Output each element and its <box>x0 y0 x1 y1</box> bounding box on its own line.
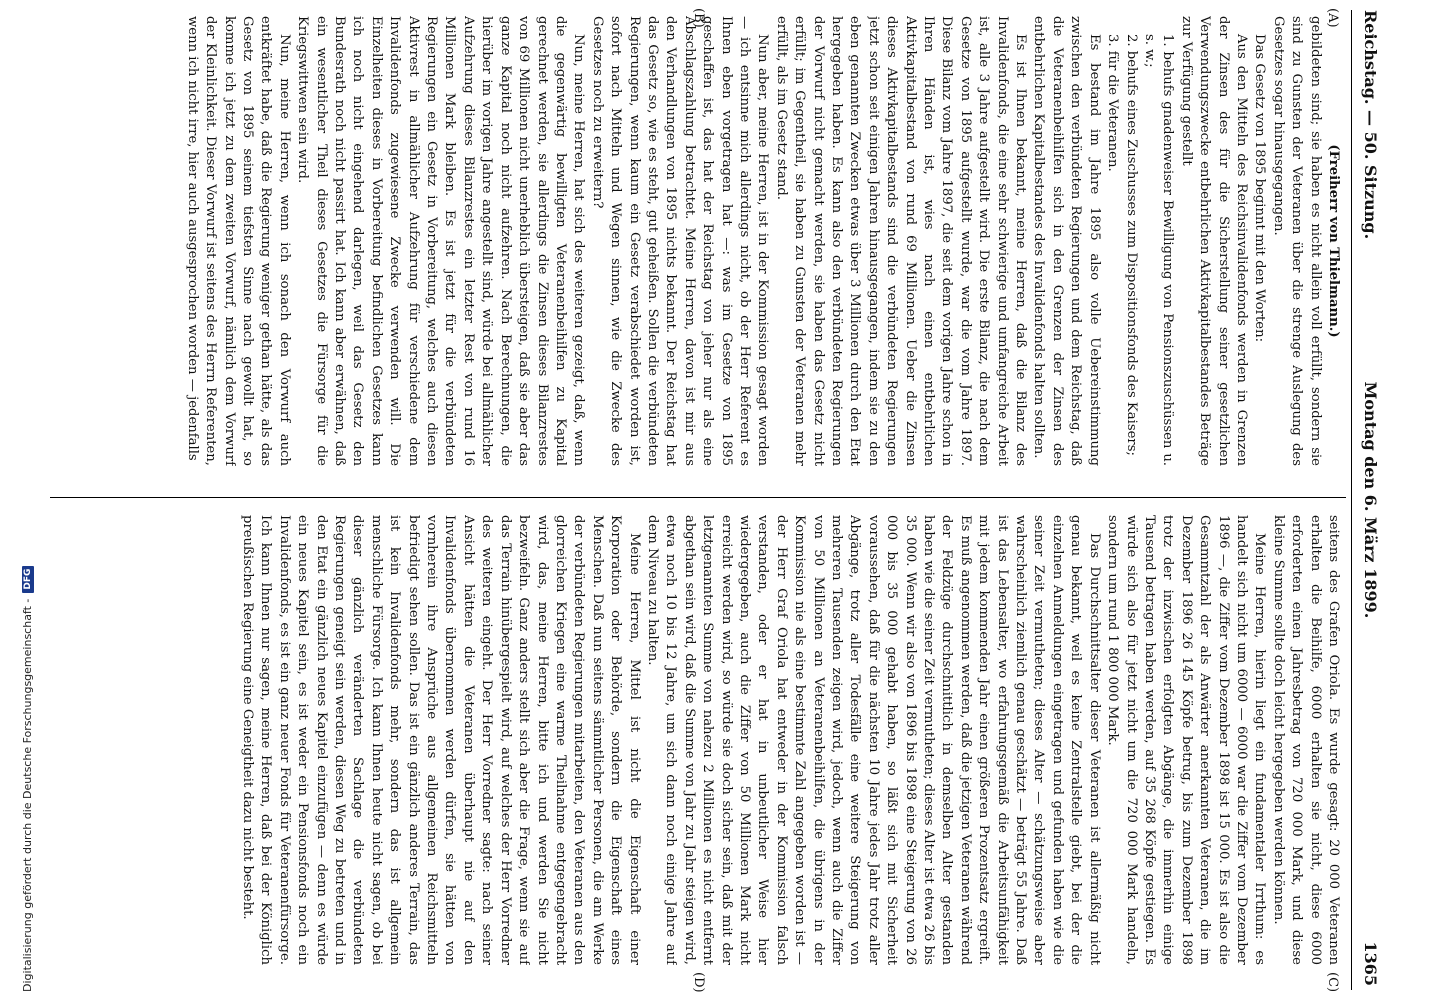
digitization-notice-text: Digitalisierung gefördert durch die Deutsche Forschungsgemeinschaft - <box>21 598 34 992</box>
paragraph: Nun, meine Herren, wenn ich sonach den Vorwurf auch entkräftet habe, daß die Regierung weniger gethan hätte, als das Gesetz von 1895 seinem tiefsten Sinne nach gewollt hat, so komme ich jetzt zu dem zweiten Vorwurf, nämlich dem Vorwurf der Kleinlichkeit. Dieser Vorwurf ist seitens des Herrn Referenten, wenn ich nicht irre, hier auch ausgesprochen worden — jedenfalls <box>184 16 292 466</box>
list-item: 3. für die Veteranen. <box>1105 34 1121 172</box>
paragraph: Das Durchschnittsalter dieser Veteranen ist allermäßig nicht genau bekannt, weil es keine Zentralstelle giebt, bei der die einzelnen Anmeldungen eingetragen und gefunden haben wie die seiner Zeit vermutheten; dieses Alter — schätzungsweise aber wahrscheinlich ziemlich genau geschätzt — beträgt 55 Jahre. Daß ist das Lebensalter, wo erfahrungsgemäß die Arbeitsunfähigkeit mit jedem kommenden Jahr einen größeren Prozentsatz ergreift. Es muß angenommen werden, daß die jetzigen Veteranen während der Feldzüge durchschnittlich in demselben Alter gestanden haben wie die seiner Zeit vermutheten; dieses Alter ist etwa 26 bis 35 000. Wenn wir also von 1896 bis 1898 eine Steigerung von 26 000 bis 35 000 gehabt haben, so läßt sich mit Sicherheit voraussehen, daß für die nächsten 10 Jahre jedes Jahr trotz aller Abgänge, trotz aller Todesfälle eine weitere Steigerung von mehreren Tausenden zeigen wird, jedoch, wenn auch die Ziffer von 50 Millionen an Veteranenbeihilfen, die übrigens in der Kommission nie als eine bestimmte Zahl angegeben worden ist — der Herr Graf Oriola hat entweder in der Kommission falsch verstanden, oder er hat in unbeutlicher Weise hier wiedergegeben, auch die Ziffer von 50 Millionen Mark nicht erreicht werden wird, so würde sie doch sicher sein, daß mit der letztgenannten Summe von nahezu 2 Millionen es nicht entfernt abgethan sein wird, daß die Summe von Jahr zu Jahr steigen wird, etwa noch 10 bis 12 Jahre, um sich dann noch einige Jahre auf dem Niveau zu halten. <box>644 515 1102 965</box>
paragraph: Es bestand im Jahre 1895 also volle Uebereinstimmung zwischen den verbündeten Regierungen und dem Reichstag, daß die Veteranenbeihilfen sich in den Grenzen der Zinsen des entbehrlichen Kapitalbestandes des Invalidenfonds halten sollten. <box>1031 16 1102 466</box>
header-session: Reichstag. — 50. Sitzung. <box>1361 10 1380 240</box>
paragraph: Es ist Ihnen bekannt, meine Herren, daß die Bilanz des Invalidenfonds, die eine sehr schwierige und umfangreiche Arbeit ist, alle 3 Jahre aufgestellt wird. Die erste Bilanz, die nach dem Gesetze von 1895 aufgestellt wurde, war die vom Jahre 1897. Diese Bilanz vom Jahre 1897, die seit dem vorigen Jahre schon in Ihren Händen ist, wies nach einen entbehrlichen Aktivkapitalbestand von rund 69 Millionen. Ueber die Zinsen dieses Aktivkapitalbestands sind die verbündeten Regierungen jetzt schon seit einigen Jahren hinausgegangen, indem sie zu den eben genannten Zwecken etwas über 3 Millionen durch den Etat hergegeben haben. Es kann also den verbündeten Regierungen der Vorwurf nicht gemacht werden, sie haben das Gesetz nicht erfüllt; im Gegentheil, sie haben zu Gunsten der Veteranen mehr erfüllt, als im Gesetz stand. <box>773 16 1029 466</box>
dfg-logo: DFG <box>22 566 34 593</box>
header-date: Montag den 6. März 1899. <box>1361 381 1380 619</box>
paragraph: Nun, meine Herren, hat sich des weiteren gezeigt, daß, wenn die gegenwärtig bewilligten Veteranenbeihilfen zu Kapital gerechnet werden, sie allerdings die Zinsen dieses Bilanzrestes von 69 Millionen nicht unerheblich übersteigen, daß sie aber das ganze Kapital noch nicht aufzehren. Nach Berechnungen, die hierüber im vorigen Jahre angestellt sind, würde bei allmählicher Aufzehrung dieses Bilanzrestes ein letzter Rest von rund 16 Millionen Mark bleiben. Es ist jetzt für die verbündeten Regierungen ein Gesetz in Vorbereitung, welches auch diesen Aktivrest in allmählicher Aufzehrung für verschiedene dem Invalidenfonds zugewiesene Zwecke verwenden will. Die Einzelheiten dieses in Vorbereitung befindlichen Gesetzes kann ich noch nicht eingehend darlegen, weil das Gesetz den Bundesrath noch nicht passirt hat. Ich kann aber erwähnen, daß ein wesentlicher Theil dieses Gesetzes die Fürsorge für die Kriegswittwen sein wird. <box>295 16 587 466</box>
paragraph: Das Gesetz von 1895 beginnt mit den Worten: <box>1252 34 1268 343</box>
margin-mark-c: (C) <box>1325 972 1340 993</box>
margin-mark-b: (B) <box>691 8 706 28</box>
column-divider <box>50 497 1346 498</box>
list-item: 1. behufs gnadenweiser Bewilligung von Pensionszuschüssen u. s. w.; <box>1141 34 1176 466</box>
paragraph: gebildeten sind; sie haben es nicht allein voll erfüllt, sondern sie sind zu Gunsten der Veteranen über die strenge Auslegung des Gesetzes sogar hinausgegangen. <box>1270 16 1323 466</box>
page-number: 1365 <box>1361 941 1380 986</box>
paragraph: Meine Herren, hierin liegt ein fundamentaler Irrthum: es handelt sich nicht um 6000 — 6000 war die Ziffer vom Dezember 1896 —, die Ziffer vom Dezember 1898 ist 15 000. Es ist also die Gesammtzahl der als Anwärter anerkannten Veteranen, die im Dezember 1896 26 145 Köpfe betrug, bis zum Dezember 1898 trotz der inzwischen erfolgten Abgänge, die immerhin einige Tausend betragen haben werden, auf 35 268 Köpfe gestiegen. Es würde sich also für jetzt nicht um die 720 000 Mark handeln, sondern um rund 1 800 000 Mark. <box>1105 515 1268 965</box>
right-column <box>52 515 1342 965</box>
list-item: 2. behufs eines Zuschusses zum Dispositionsfonds des Kaisers; <box>1123 34 1139 456</box>
paragraph: Nun aber, meine Herren, ist in der Kommission gesagt worden — ich entsinne mich allerdings nicht, ob der Herr Referent es Ihnen eben vorgetragen hat —: was im Gesetze von 1895 geschaffen ist, das hat der Reichstag von jeher nur als eine Abschlagszahlung betrachtet. Meine Herren, davon ist mir aus den Verhandlungen von 1895 nichts bekannt. Der Reichstag hat das Gesetz so, wie es steht, gut geheißen. Sollen die verbündeten Regierungen, wenn kaum ein Gesetz verabschiedet worden ist, sofort nach Mitteln und Wegen sinnen, wie die Zwecke des Gesetzes noch zu erweitern? <box>589 16 771 466</box>
paragraph: seitens des Grafen Oriola. Es wurde gesagt: 20 000 Veteranen erhalten die Beihilfe, 6000 erhalten sie nicht, diese 6000 erforderten einen Jahresbetrag von 720 000 Mark, und diese kleine Summe sollte doch leicht hergegeben werden können. <box>1270 515 1341 965</box>
document-page <box>46 8 1386 993</box>
speaker-line: (Freiherr von Thielmann.) <box>1326 144 1341 338</box>
margin-mark-d: (D) <box>691 972 706 993</box>
left-column <box>52 16 1342 466</box>
margin-mark-a: (A) <box>1325 8 1340 28</box>
quoted-paragraph: Aus den Mitteln des Reichsinvalidenfonds werden in Grenzen der Zinsen des für die Sicherstellung seiner gesetzlichen Verwendungszwecke entbehrlichen Aktivkapitalbestandes Beträge zur Verfügung gestellt <box>1178 16 1249 466</box>
page-header <box>1351 10 1386 990</box>
paragraph: Meine Herren, Mittel ist nicht die Eigenschaft einer Korporation oder Behörde, sondern die Eigenschaft eines Menschen. Daß nun seitens sämmtlicher Personen, die am Werke der verbündeten Regierungen mitarbeiten, den Veteranen aus den glorreichen Kriegen eine warme Theilnahme entgegengebracht wird, das, meine Herren, bitte ich und werden Sie nicht bezweifeln. Ganz anders stellt sich aber die Frage, wenn sie auf das Terrain hinübergespielt wird, auf welches der Herr Vorredner des weiteren eingeht. Der Herr Vorredner sagte: nach seiner Ansicht hätten die Veteranen überhaupt nie auf den Invalidenfonds übernommen werden dürfen, sie hätten von vornherein ihre Ansprüche aus allgemeinen Reichsmitteln befriedigt sehen sollen. Das ist ein gänzlich anderes Terrain, das ist kein Invalidenfonds mehr, sondern das ist allgemein menschliche Fürsorge. Ich kann Ihnen heute nicht sagen, ob bei dieser gänzlich veränderten Sachlage die verbündeten Regierungen geneigt sein werden, diesen Weg zu betreten und in den Etat ein gänzlich neues Kapitel einzufügen — denn es würde ein neues Kapitel sein, es ist weder ein Pensionsfonds noch ein Invalidenfonds, es ist ein ganz neuer Fonds für Veteranenfürsorge. Ich kann Ihnen nur sagen, meine Herren, daß bei der Königlich preußischen Regierung eine Geneigtheit dazu nicht besteht. <box>240 515 642 965</box>
digitization-notice <box>0 0 34 1000</box>
